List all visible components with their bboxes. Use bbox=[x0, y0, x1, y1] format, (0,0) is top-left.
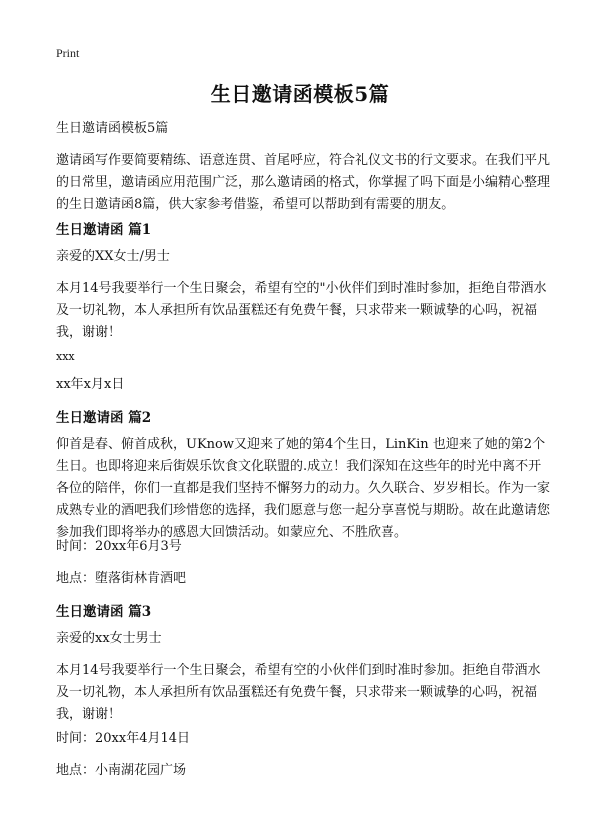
section-2-place: 地点：堕落街林肯酒吧 bbox=[56, 571, 187, 586]
section-3-body: 本月14号我要举行一个生日聚会，希望有空的小伙伴们到时准时参加。拒绝自带酒水及一切礼物，本人承担所有饮品蛋糕还有免费午餐，只求带来一颗诚挚的心吗，祝福我，谢谢！ bbox=[56, 663, 541, 722]
section-1-date: xx年x月x日 bbox=[56, 377, 125, 392]
section-2-heading: 生日邀请函 篇2 bbox=[56, 410, 152, 426]
section-1-greeting: 亲爱的XX女士/男士 bbox=[56, 249, 170, 264]
intro-paragraph: 邀请函写作要简要精练、语意连贯、首尾呼应，符合礼仪文书的行文要求。在我们平凡的日常里，邀请函应用范围广泛，那么邀请函的格式，你掌握了吗下面是小编精心整理的生日邀请函8篇，供大家参考借鉴，希望可以帮助到有需要的朋友。 bbox=[56, 153, 551, 212]
section-3-place: 地点：小南湖花园广场 bbox=[56, 763, 187, 778]
section-1-heading: 生日邀请函 篇1 bbox=[56, 222, 152, 238]
section-1-signature: xxx bbox=[56, 350, 75, 363]
section-3-greeting: 亲爱的xx女士男士 bbox=[56, 631, 162, 646]
section-3-heading: 生日邀请函 篇3 bbox=[56, 604, 152, 620]
section-3-time: 时间：20xx年4月14日 bbox=[56, 731, 191, 746]
print-link[interactable]: Print bbox=[56, 46, 80, 60]
section-2-time: 时间：20xx年6月3号 bbox=[56, 539, 182, 554]
section-2-body: 仰首是春、俯首成秋，UKnow又迎来了她的第4个生日，LinKin 也迎来了她的第2个生日。也即将迎来后街娱乐饮食文化联盟的.成立！我们深知在这些年的时光中离不开各位的陪伴，你们一直都是我们坚持不懈努力的动力。久久联合、岁岁相长。作为一家成熟专业的酒吧我们珍惜您的选择，我们愿意与您一起分享喜悦与期盼。故在此邀请您参加我们即将举办的感恩大回馈活动。如蒙应允、不胜欣喜。 bbox=[56, 437, 551, 540]
section-1-body: 本月14号我要举行一个生日聚会，希望有空的"小伙伴们到时准时参加，拒绝自带酒水及一切礼物，本人承担所有饮品蛋糕还有免费午餐，只求带来一颗诚挚的心吗，祝福我，谢谢！ bbox=[56, 281, 547, 340]
page-title: 生日邀请函模板5篇 bbox=[210, 82, 390, 106]
document-subtitle: 生日邀请函模板5篇 bbox=[56, 121, 169, 136]
